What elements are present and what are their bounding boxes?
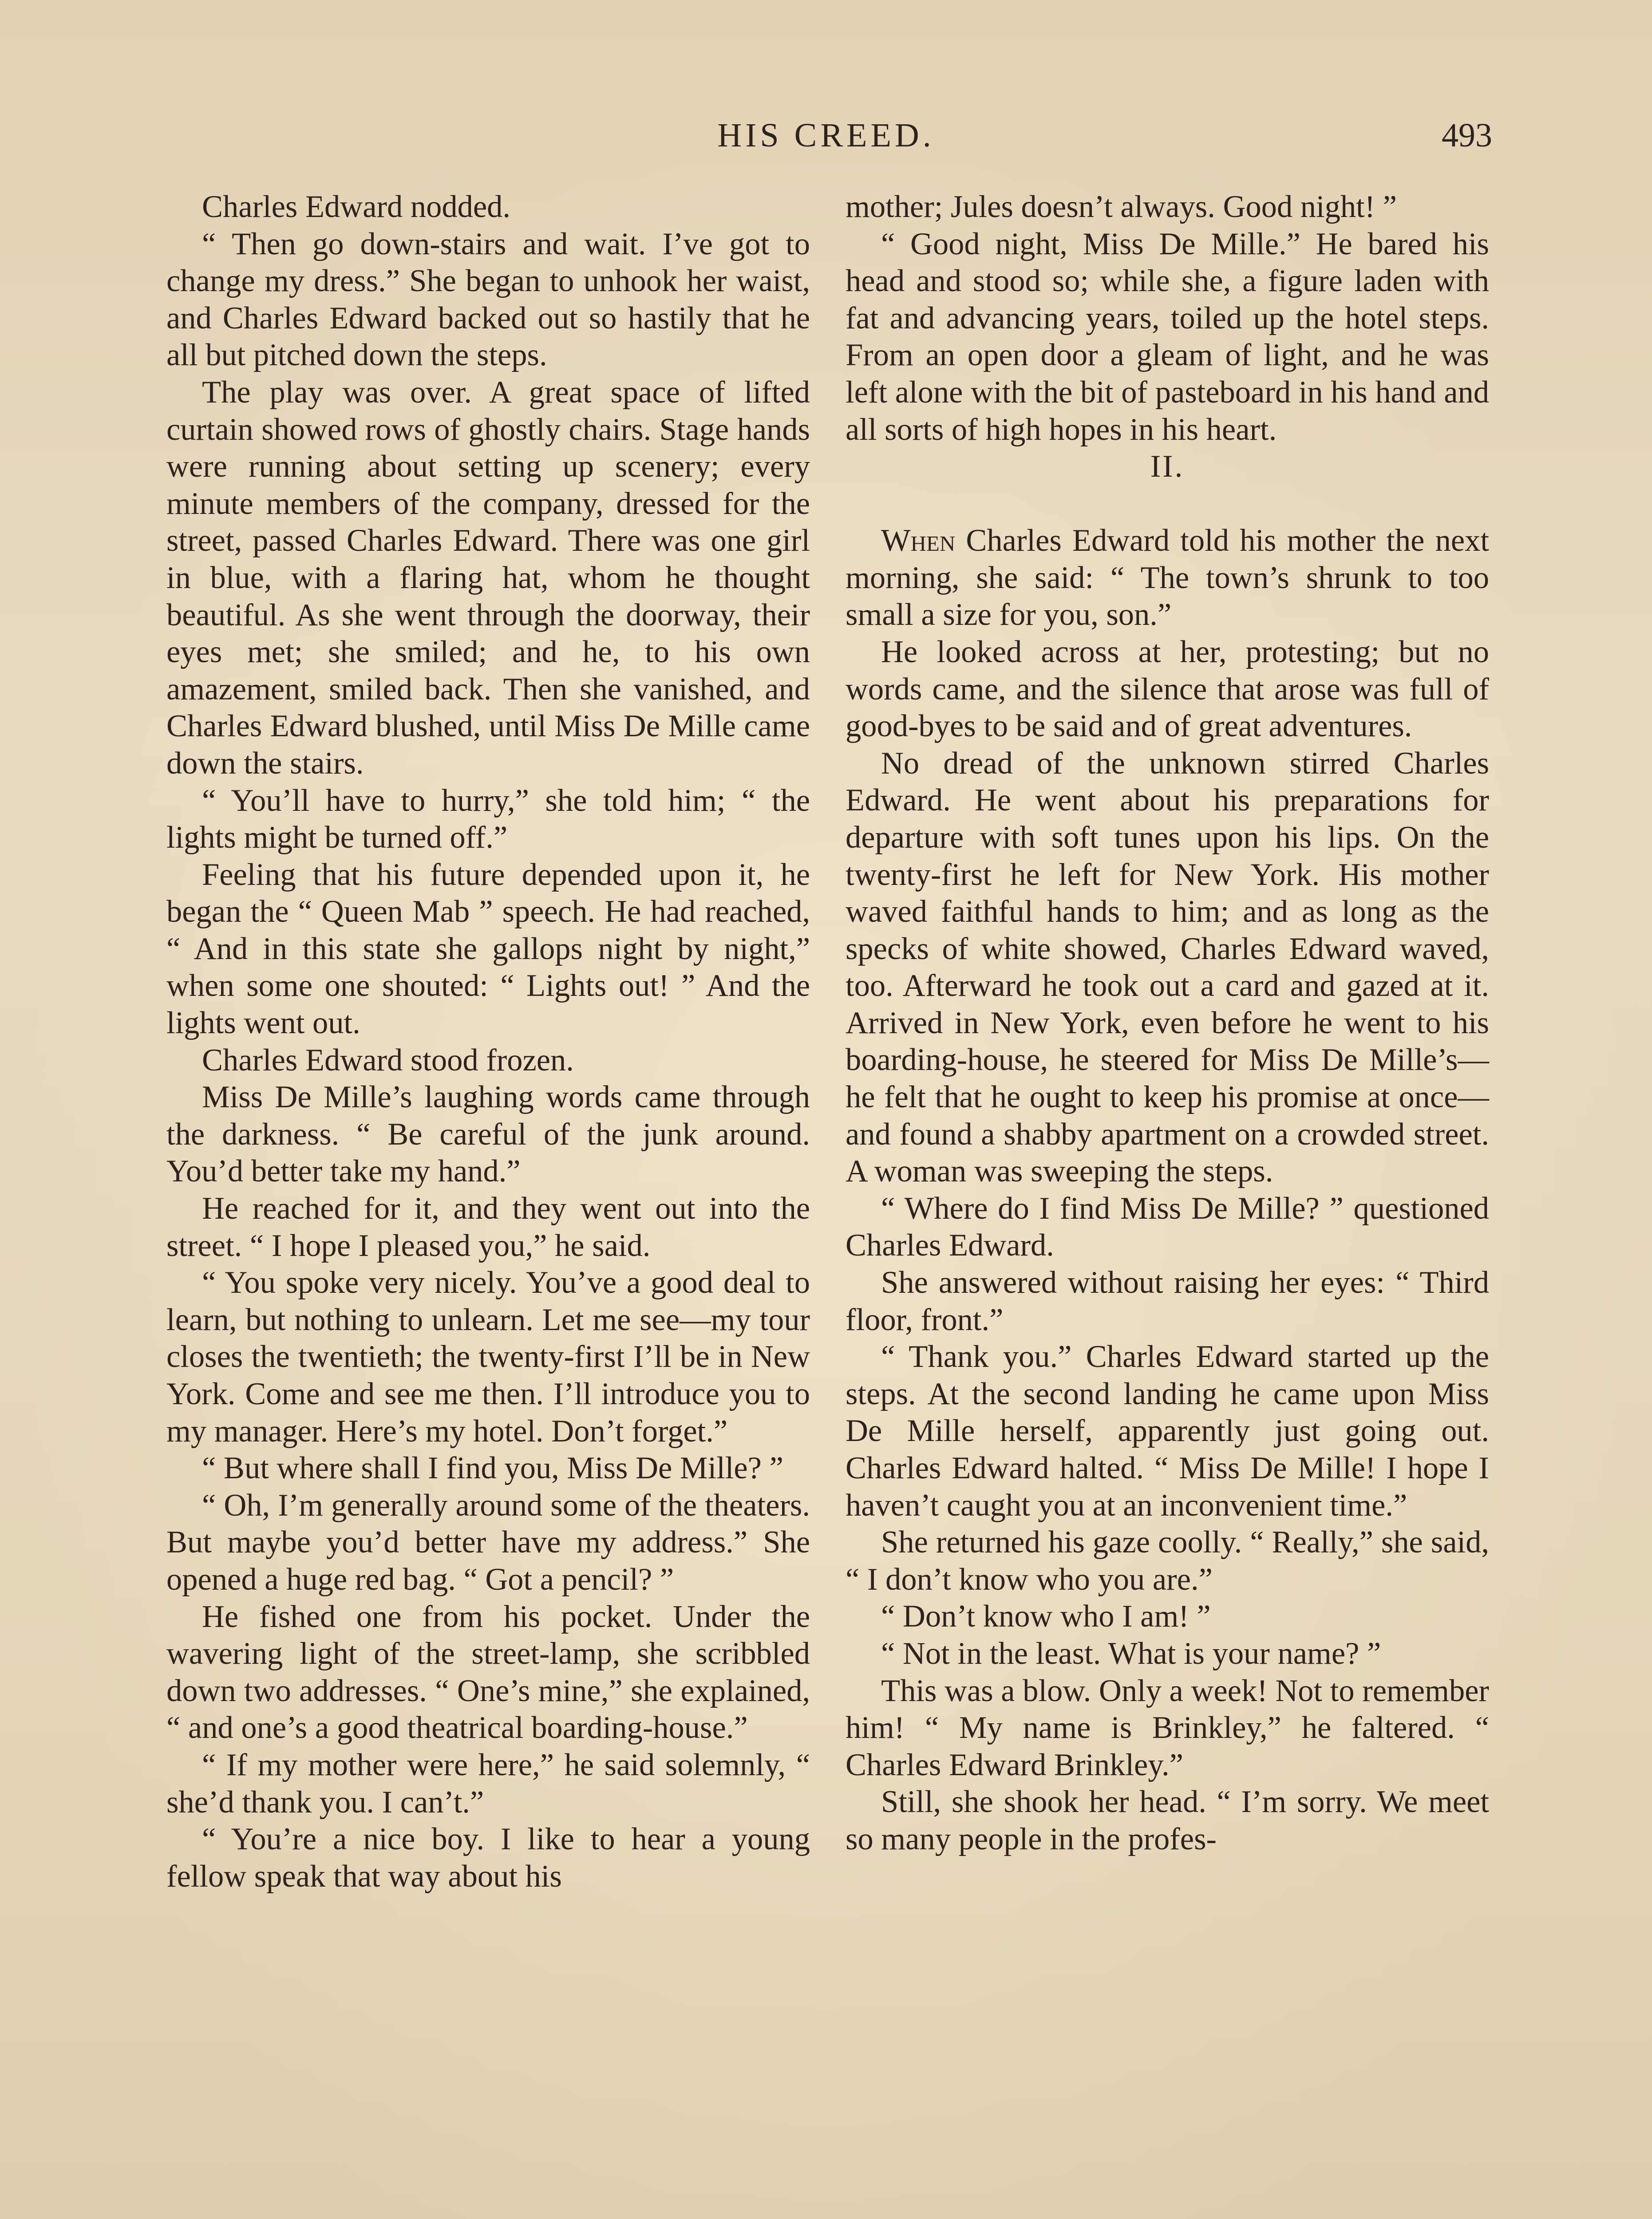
- paragraph: Charles Edward stood frozen.: [202, 1042, 574, 1078]
- right-column: [846, 189, 1489, 1858]
- paragraph: “ Thank you.” Charles Edward started up the steps. At the second landing he came upon Miss De Mille herself, apparently just going out. Charles Edward halted. “ Miss De Mille! I hope I haven’t caught you at an inconvenient time.”: [846, 1339, 1489, 1523]
- paragraph: “ If my mother were here,” he said solemnly, “ she’d thank you. I can’t.”: [166, 1747, 810, 1820]
- paragraph: This was a blow. Only a week! Not to remember him! “ My name is Brinkley,” he faltered. “ Charles Edward Brinkley.”: [846, 1673, 1489, 1782]
- lead-word: When: [881, 523, 956, 558]
- paragraph: “ Don’t know who I am! ”: [881, 1599, 1211, 1634]
- page-header: [0, 116, 1652, 156]
- paragraph: “ Not in the least. What is your name? ”: [881, 1636, 1381, 1671]
- paragraph: She answered without raising her eyes: “ Third floor, front.”: [846, 1265, 1489, 1337]
- paragraph: He fished one from his pocket. Under the wavering light of the street-lamp, she scribbled down two addresses. “ One’s mine,” she explained, “ and one’s a good theatrical boarding-house.”: [166, 1599, 810, 1745]
- paragraph: He reached for it, and they went out into the street. “ I hope I pleased you,” he said.: [166, 1191, 810, 1263]
- section-number: II.: [1150, 449, 1185, 484]
- paragraph: “ Oh, I’m generally around some of the theaters. But maybe you’d better have my address.” She opened a huge red bag. “ Got a pencil? ”: [166, 1488, 810, 1597]
- paragraph-continued: mother; Jules doesn’t always. Good night! ”: [846, 190, 1397, 224]
- paragraph: “ You spoke very nicely. You’ve a good deal to learn, but nothing to unlearn. Let me see—my tour closes the twentieth; the twenty-first I’ll be in New York. Come and see me then. I’ll introduce you to my manager. Here’s my hotel. Don’t forget.”: [166, 1265, 810, 1449]
- paragraph: The play was over. A great space of lifted curtain showed rows of ghostly chairs. Stage hands were running about setting up scenery; every minute members of the company, dressed for the street, passed Charles Edward. There was one girl in blue, with a flaring hat, whom he thought beautiful. As she went through the doorway, their eyes met; she smiled; and he, to his own amazement, smiled back. Then she vanished, and Charles Edward blushed, until Miss De Mille came down the stairs.: [166, 375, 810, 781]
- paragraph: “ But where shall I find you, Miss De Mille? ”: [202, 1451, 783, 1486]
- page-number: 493: [1442, 117, 1492, 154]
- paragraph: “ You’re a nice boy. I like to hear a young fellow speak that way about his: [166, 1822, 810, 1894]
- paragraph: He looked across at her, protesting; but no words came, and the silence that arose was full of good-byes to be said and of great adventures.: [846, 634, 1489, 744]
- paragraph: Still, she shook her head. “ I’m sorry. We meet so many people in the profes-: [846, 1785, 1489, 1856]
- paragraph: Feeling that his future depended upon it, he began the “ Queen Mab ” speech. He had reached, “ And in this state she gallops night by night,” when some one shouted: “ Lights out! ” And the lights went out.: [166, 857, 810, 1041]
- section-lead-paragraph: [846, 522, 1489, 634]
- paragraph: She returned his gaze coolly. “ Really,” she said, “ I don’t know who you are.”: [846, 1525, 1489, 1597]
- paragraph: “ You’ll have to hurry,” she told him; “ the lights might be turned off.”: [166, 783, 810, 855]
- paragraph: “ Where do I find Miss De Mille? ” questioned Charles Edward.: [846, 1191, 1489, 1263]
- paragraph: Miss De Mille’s laughing words came through the darkness. “ Be careful of the junk around. You’d better take my hand.”: [166, 1080, 810, 1189]
- paragraph: “ Then go down-stairs and wait. I’ve got to change my dress.” She began to unhook her waist, and Charles Edward backed out so hastily that he all but pitched down the steps.: [166, 226, 810, 373]
- paragraph: “ Good night, Miss De Mille.” He bared his head and stood so; while she, a figure laden with fat and advancing years, toiled up the hotel steps. From an open door a gleam of light, and he was left alone with the bit of pasteboard in his hand and all sorts of high hopes in his heart.: [846, 226, 1489, 447]
- lead-text: Charles Edward told his mother the next morning, she said: “ The town’s shrunk to too small a size for you, son.”: [846, 523, 1489, 632]
- left-column: [166, 189, 810, 1895]
- paragraph: No dread of the unknown stirred Charles Edward. He went about his preparations for departure with soft tunes upon his lips. On the twenty-first he left for New York. His mother waved faithful hands to him; and as long as the specks of white showed, Charles Edward waved, too. Afterward he took out a card and gazed at it. Arrived in New York, even before he went to his boarding-house, he steered for Miss De Mille’s—he felt that he ought to keep his promise at once—and found a shabby apartment on a crowded street. A woman was sweeping the steps.: [846, 746, 1489, 1189]
- paragraph: Charles Edward nodded.: [202, 190, 511, 224]
- running-title: HIS CREED.: [717, 117, 935, 154]
